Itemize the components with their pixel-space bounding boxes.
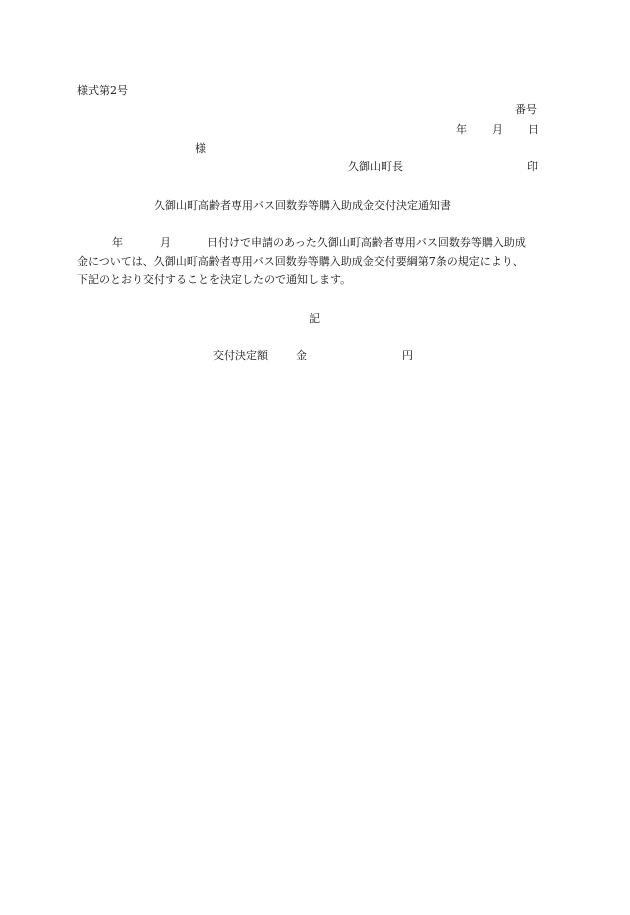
date-year: 年	[456, 123, 467, 136]
seal-mark: 印	[527, 160, 538, 173]
amount-unit: 円	[402, 349, 413, 362]
amount-label: 交付決定額	[213, 349, 268, 362]
form-number: 様式第2号	[77, 84, 128, 97]
date-day: 日	[528, 123, 539, 136]
date-month: 月	[492, 123, 503, 136]
body-month: 月	[160, 236, 171, 249]
ki-heading: 記	[309, 312, 320, 325]
body-line-1-text: 日付けで申請のあった久御山町高齢者専用バス回数券等購入助成	[207, 236, 526, 249]
amount-prefix: 金	[296, 349, 307, 362]
body-year: 年	[112, 236, 123, 249]
number-label: 番号	[515, 103, 537, 116]
sender-name: 久御山町長	[348, 160, 403, 173]
document-title: 久御山町高齢者専用バス回数券等購入助成金交付決定通知書	[154, 199, 451, 212]
recipient-honorific: 様	[195, 142, 206, 155]
body-line-3: 下記のとおり交付することを決定したので通知します。	[77, 273, 352, 286]
body-line-2: 金については、久御山町高齢者専用バス回数券等購入助成金交付要綱第7条の規定により、	[77, 255, 524, 268]
